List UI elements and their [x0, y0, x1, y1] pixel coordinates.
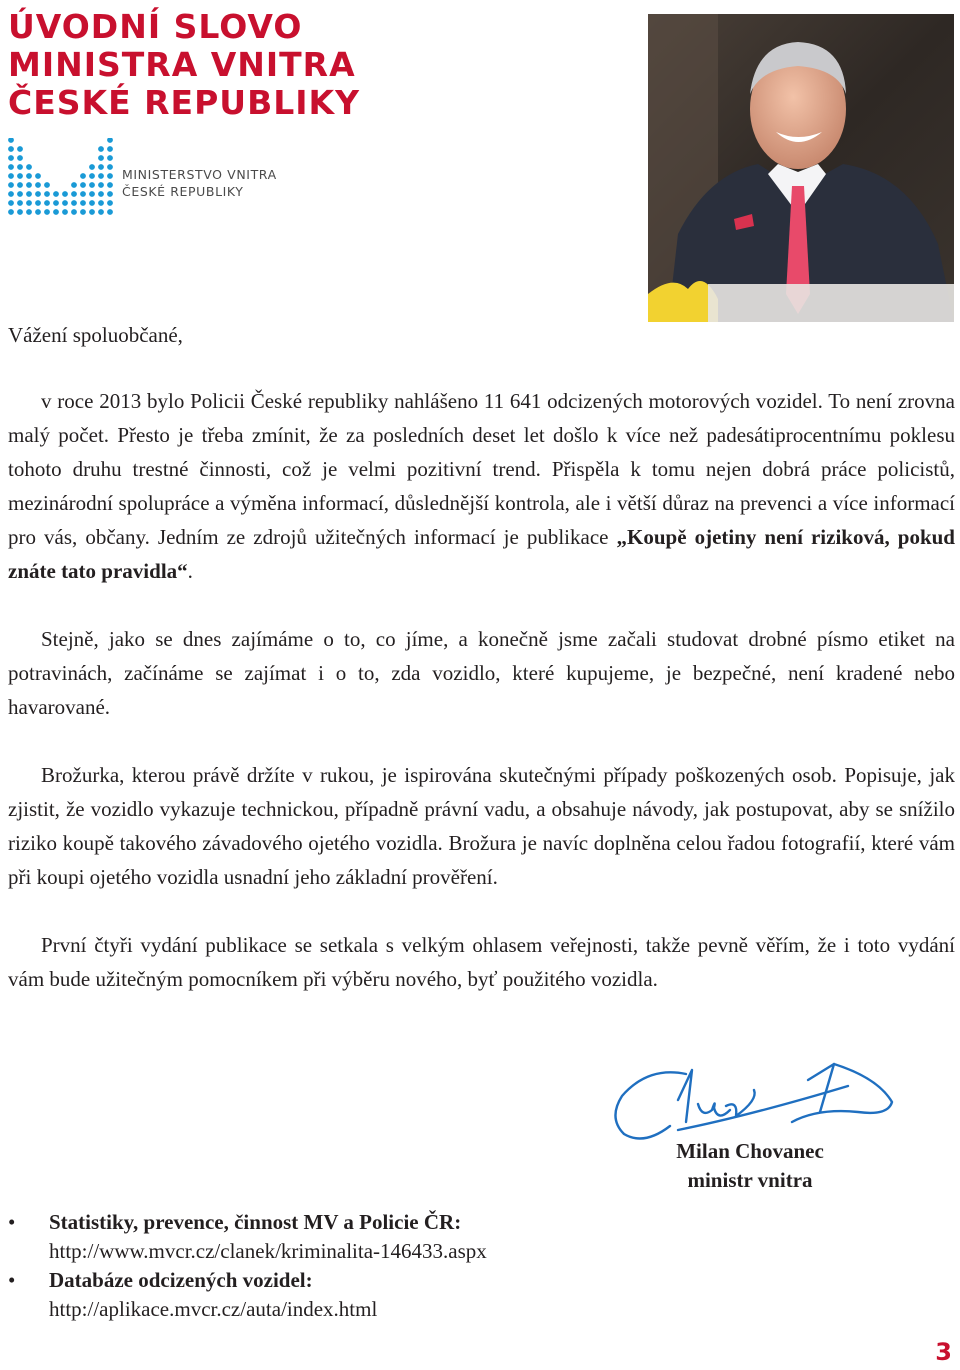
letter-paragraph: [8, 384, 955, 588]
link-label: • Statistiky, prevence, činnost MV a Policie ČR:: [49, 1210, 462, 1234]
signer-name: Milan Chovanec: [676, 1139, 824, 1163]
page-title: [8, 8, 360, 122]
letter-paragraph-text: v roce 2013 bylo Policii České republiky nahlášeno 11 641 odcizených motorových vozidel. To není zrovna malý počet. Přesto je třeba zmínit, že za posledních deset let došlo k více než padesátiprocentnímu poklesu tohoto druhu trestné činnosti, což je velmi pozitivní trend. Přispěla k tomu nejen dobrá práce policistů, mezinárodní spolupráce a výměna informací, důslednější kontrola, ale i větší důraz na prevenci a více informací pro vás, občany. Jedním ze zdrojů užitečných informací je publikace: [8, 389, 955, 549]
link-label: • Databáze odcizených vozidel:: [49, 1268, 313, 1292]
resource-links: [8, 1208, 628, 1324]
signature-block: [600, 1137, 900, 1195]
page-title-line: ČESKÉ REPUBLIKY: [8, 83, 360, 122]
letter-body: [8, 384, 955, 996]
link-url[interactable]: http://aplikace.mvcr.cz/auta/index.html: [49, 1297, 378, 1321]
minister-portrait-photo: [648, 14, 954, 322]
logo-text-line: MINISTERSTVO VNITRA: [122, 167, 277, 182]
ministry-logo-text: [122, 166, 277, 200]
letter-greeting: Vážení spoluobčané,: [8, 323, 183, 347]
letter-paragraph-end: .: [187, 559, 193, 583]
list-item: [8, 1266, 628, 1324]
signer-role: ministr vnitra: [687, 1168, 813, 1192]
link-url[interactable]: http://www.mvcr.cz/clanek/kriminalita-146433.aspx: [49, 1239, 487, 1263]
publication-title: „Koupě ojetiny není riziková, pokud znáte tato pravidla“: [8, 525, 955, 583]
page-number: 3: [935, 1338, 952, 1366]
list-item: [8, 1208, 628, 1266]
letter-paragraph: První čtyři vydání publikace se setkala s velkým ohlasem veřejnosti, takže pevně věřím, že i toto vydání vám bude užitečným pomocníkem při výběru nového, byť použitého vozidla.: [8, 933, 955, 991]
letter-paragraph: Stejně, jako se dnes zajímáme o to, co jíme, a konečně jsme začali studovat drobné písmo etiket na potravinách, začínáme se zajímat i o to, zda vozidlo, které kupujeme, je bezpečné, není kradené nebo havarované.: [8, 627, 955, 719]
logo-text-line: ČESKÉ REPUBLIKY: [122, 184, 244, 199]
page-title-line: MINISTRA VNITRA: [8, 45, 356, 84]
letter-paragraph: Brožurka, kterou právě držíte v rukou, je ispirována skutečnými případy poškozených osob. Popisuje, jak zjistit, že vozidlo vykazuje technickou, případně právní vadu, a obsahuje návody, jak postupovat, aby se snížilo riziko koupě takového závadového ojetého vozidla. Brožura je navíc doplněna celou řadou fotografií, které vám při koupi ojetého vozidla usnadní jeho základní prověření.: [8, 763, 955, 889]
ministry-logo-icon: [6, 138, 116, 216]
page-title-line: ÚVODNÍ SLOVO: [8, 7, 303, 46]
